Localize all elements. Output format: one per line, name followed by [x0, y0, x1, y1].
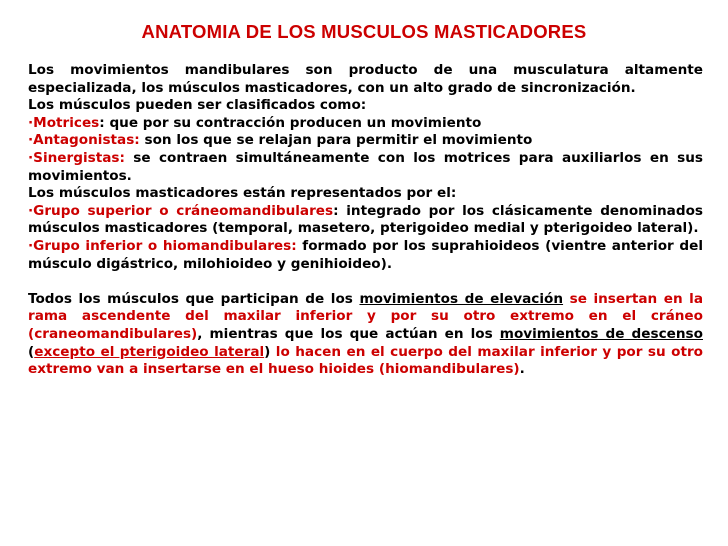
superior-colon: :	[333, 202, 339, 219]
final-p5: )	[264, 343, 271, 360]
antagonistas-item	[28, 132, 703, 150]
spacer	[28, 273, 703, 291]
superior-item	[28, 203, 703, 238]
inferior-item	[28, 238, 703, 273]
classified-text: Los músculos pueden ser clasificados como:	[28, 97, 367, 114]
superior-term: Grupo superior o cráneomandibulares	[33, 202, 334, 219]
bullet: ·	[28, 132, 34, 149]
bullet: ·	[28, 114, 34, 131]
bullet: ·	[28, 149, 34, 166]
motrices-colon: :	[99, 114, 105, 131]
inferior-text: formado por los suprahioideos (vientre anterior del músculo digástrico, milohioideo y genihioideo).	[28, 237, 703, 272]
final-p4: (	[28, 343, 35, 360]
sinergistas-item	[28, 150, 703, 185]
represented-text: Los músculos masticadores están representados por el:	[28, 185, 457, 202]
slide-body	[28, 62, 703, 379]
elevacion-link: movimientos de elevación	[359, 290, 564, 307]
sinergistas-text: se contraen simultáneamente con los motrices para auxiliarlos en sus movimientos.	[28, 149, 703, 184]
final-p1: Todos los músculos que participan de los	[28, 290, 360, 307]
final-p2: se insertan en la rama ascendente del maxilar inferior y por su otro extremo en el cráneo (craneomandibulares)	[28, 290, 704, 342]
final-p7: .	[519, 361, 525, 378]
motrices-term: Motrices	[33, 114, 100, 131]
bullet: ·	[28, 202, 34, 219]
inferior-term: Grupo inferior o hiomandibulares:	[33, 237, 297, 254]
motrices-item	[28, 115, 703, 133]
antagonistas-text: son los que se relajan para permitir el movimiento	[139, 132, 533, 149]
final-p6: lo hacen en el cuerpo del maxilar inferior y por su otro extremo van a insertarse en el hueso hioides (hiomandibulares)	[28, 343, 703, 378]
intro-text: Los movimientos mandibulares son producto de una musculatura altamente especializada, los músculos masticadores, con un alto grado de sincronización.	[28, 62, 703, 96]
bullet: ·	[28, 237, 34, 254]
final-p3: , mientras que los que actúan en los	[197, 325, 500, 342]
motrices-text: que por su contracción producen un movimiento	[104, 114, 482, 131]
superior-text: integrado por los clásicamente denominados músculos masticadores (temporal, masetero, pterigoideo medial y pterigoideo lateral).	[28, 202, 704, 237]
excepto-link: excepto el pterigoideo lateral	[34, 343, 265, 360]
sinergistas-term: Sinergistas:	[33, 149, 125, 166]
antagonistas-term: Antagonistas:	[33, 132, 140, 149]
slide-title: ANATOMIA DE LOS MUSCULOS MASTICADORES	[141, 21, 587, 42]
intro-paragraph	[28, 62, 703, 97]
descenso-link: movimientos de descenso	[499, 325, 703, 342]
final-paragraph	[28, 291, 703, 379]
classified-line	[28, 97, 703, 115]
represented-line	[28, 185, 703, 203]
